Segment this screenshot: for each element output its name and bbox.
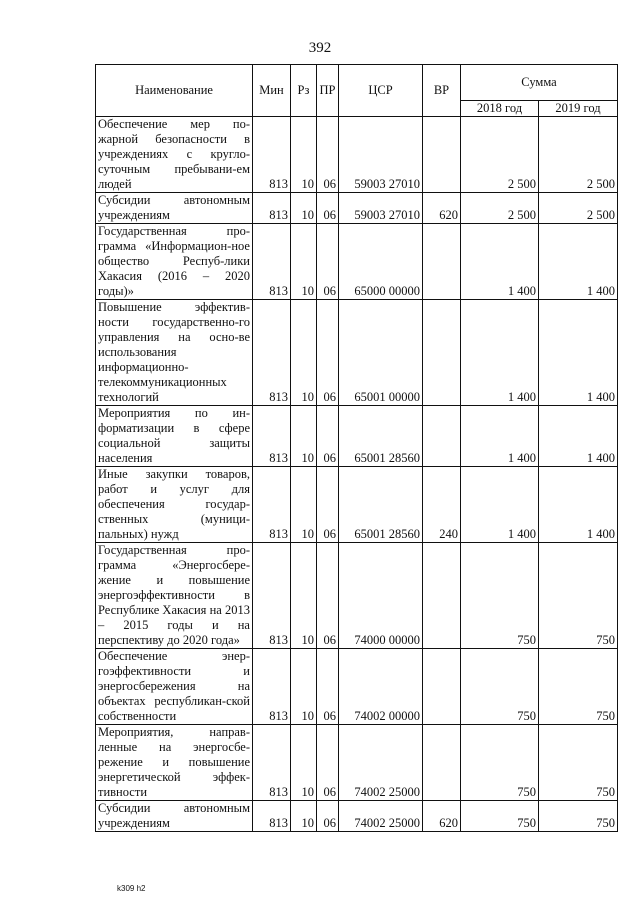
table-row <box>96 117 618 193</box>
header-min: Мин <box>253 65 291 117</box>
row-pr: 06 <box>317 300 339 406</box>
row-sum-2019: 750 <box>539 649 618 725</box>
header-vr: ВР <box>423 65 461 117</box>
row-rz: 10 <box>291 543 317 649</box>
row-rz: 10 <box>291 467 317 543</box>
row-sum-2018: 750 <box>461 801 539 832</box>
row-min: 813 <box>253 543 291 649</box>
row-rz: 10 <box>291 725 317 801</box>
row-sum-2019: 1 400 <box>539 224 618 300</box>
row-sum-2018: 1 400 <box>461 224 539 300</box>
row-name: Государственная про-грамма «Энергосбере-жение и повышение энергоэффективности в Республике Хакасия на 2013 – 2015 годы и на перспективу до 2020 года» <box>96 543 253 649</box>
row-min: 813 <box>253 300 291 406</box>
table-row <box>96 224 618 300</box>
row-pr: 06 <box>317 193 339 224</box>
table-row <box>96 725 618 801</box>
row-min: 813 <box>253 117 291 193</box>
table-row <box>96 543 618 649</box>
row-vr <box>423 117 461 193</box>
header-sum: Сумма <box>461 65 618 101</box>
row-rz: 10 <box>291 224 317 300</box>
header-year-2018: 2018 год <box>461 101 539 117</box>
row-min: 813 <box>253 193 291 224</box>
row-min: 813 <box>253 649 291 725</box>
budget-table <box>95 64 618 832</box>
row-sum-2019: 1 400 <box>539 300 618 406</box>
page-number: 392 <box>308 40 332 56</box>
row-sum-2018: 750 <box>461 543 539 649</box>
row-min: 813 <box>253 467 291 543</box>
row-rz: 10 <box>291 801 317 832</box>
footer-code: k309 h2 <box>117 884 146 893</box>
row-csr: 65001 00000 <box>339 300 423 406</box>
row-pr: 06 <box>317 224 339 300</box>
row-rz: 10 <box>291 117 317 193</box>
row-vr <box>423 300 461 406</box>
header-name: Наименование <box>96 65 253 117</box>
header-year-2019: 2019 год <box>539 101 618 117</box>
row-min: 813 <box>253 801 291 832</box>
header-rz: Рз <box>291 65 317 117</box>
row-sum-2019: 2 500 <box>539 117 618 193</box>
row-pr: 06 <box>317 725 339 801</box>
row-name: Субсидии автономным учреждениям <box>96 801 253 832</box>
row-vr <box>423 725 461 801</box>
row-vr <box>423 649 461 725</box>
row-csr: 74002 25000 <box>339 801 423 832</box>
table-row <box>96 406 618 467</box>
row-sum-2018: 2 500 <box>461 117 539 193</box>
header-pr: ПР <box>317 65 339 117</box>
row-rz: 10 <box>291 300 317 406</box>
row-name: Мероприятия по ин-форматизации в сфере социальной защиты населения <box>96 406 253 467</box>
row-sum-2019: 750 <box>539 725 618 801</box>
row-pr: 06 <box>317 543 339 649</box>
header-csr: ЦСР <box>339 65 423 117</box>
row-min: 813 <box>253 406 291 467</box>
row-name: Обеспечение мер по-жарной безопасности в учреждениях с кругло-суточным пребывани-ем людей <box>96 117 253 193</box>
row-sum-2018: 2 500 <box>461 193 539 224</box>
row-csr: 74002 25000 <box>339 725 423 801</box>
row-sum-2018: 1 400 <box>461 467 539 543</box>
row-vr <box>423 543 461 649</box>
table-row <box>96 300 618 406</box>
row-rz: 10 <box>291 193 317 224</box>
table-row <box>96 801 618 832</box>
row-name: Иные закупки товаров, работ и услуг для обеспечения государ-ственных (муници-пальных) нужд <box>96 467 253 543</box>
row-vr: 620 <box>423 801 461 832</box>
row-name: Мероприятия, направ-ленные на энергосбе-режение и повышение энергетической эффек-тивности <box>96 725 253 801</box>
row-csr: 74000 00000 <box>339 543 423 649</box>
row-name: Обеспечение энер-гоэффективности и энергосбережения на объектах республикан-ской собственности <box>96 649 253 725</box>
row-csr: 65001 28560 <box>339 467 423 543</box>
row-rz: 10 <box>291 649 317 725</box>
row-pr: 06 <box>317 117 339 193</box>
row-sum-2019: 1 400 <box>539 467 618 543</box>
row-sum-2019: 1 400 <box>539 406 618 467</box>
table-row <box>96 649 618 725</box>
row-name: Повышение эффектив-ности государственно-го управления на осно-ве использования информационно-телекоммуникационных технологий <box>96 300 253 406</box>
row-csr: 59003 27010 <box>339 193 423 224</box>
row-vr <box>423 406 461 467</box>
row-pr: 06 <box>317 406 339 467</box>
row-sum-2018: 1 400 <box>461 300 539 406</box>
table-row <box>96 193 618 224</box>
row-rz: 10 <box>291 406 317 467</box>
row-sum-2019: 750 <box>539 543 618 649</box>
row-pr: 06 <box>317 649 339 725</box>
row-csr: 74002 00000 <box>339 649 423 725</box>
row-sum-2018: 1 400 <box>461 406 539 467</box>
row-vr: 240 <box>423 467 461 543</box>
row-vr <box>423 224 461 300</box>
row-min: 813 <box>253 224 291 300</box>
row-sum-2018: 750 <box>461 725 539 801</box>
row-name: Государственная про-грамма «Информацион-ное общество Респуб-лики Хакасия (2016 – 2020 годы)» <box>96 224 253 300</box>
row-csr: 59003 27010 <box>339 117 423 193</box>
row-sum-2019: 750 <box>539 801 618 832</box>
row-name: Субсидии автономным учреждениям <box>96 193 253 224</box>
row-csr: 65000 00000 <box>339 224 423 300</box>
table-row <box>96 467 618 543</box>
row-min: 813 <box>253 725 291 801</box>
row-sum-2019: 2 500 <box>539 193 618 224</box>
row-csr: 65001 28560 <box>339 406 423 467</box>
row-pr: 06 <box>317 801 339 832</box>
row-sum-2018: 750 <box>461 649 539 725</box>
row-pr: 06 <box>317 467 339 543</box>
row-vr: 620 <box>423 193 461 224</box>
